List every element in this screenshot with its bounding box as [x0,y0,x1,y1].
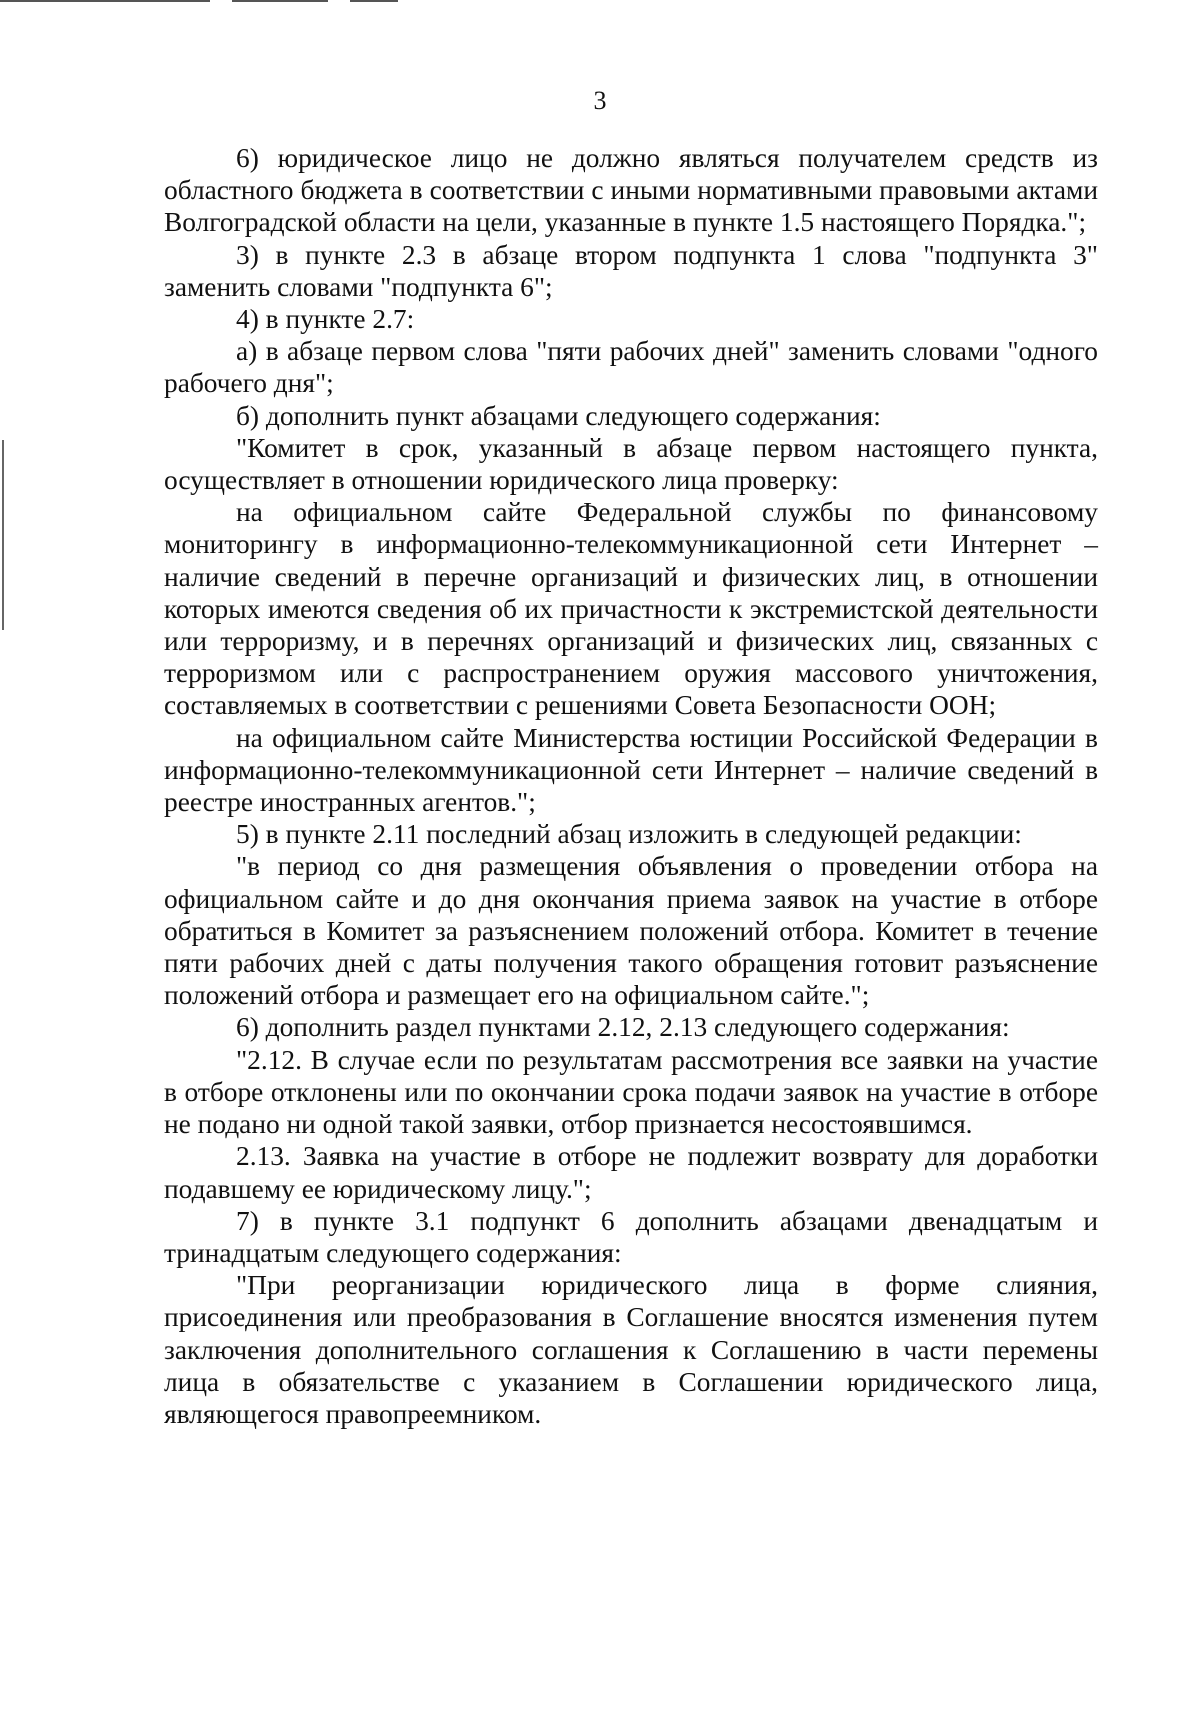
paragraph: 5) в пункте 2.11 последний абзац изложить в следующей редакции: [236,819,1022,850]
scan-artifact-top [0,0,1200,4]
page-number: 3 [593,86,607,115]
document-body [164,142,1098,1430]
paragraph: 6) юридическое лицо не должно являться получателем средств из областного бюджета в соответствии с иными нормативными правовыми актами Волгоградской области на цели, указанные в пункте 1.5 настоящего Порядка."; [164,143,1098,238]
paragraph: 4) в пункте 2.7: [236,304,415,335]
scan-line [0,0,210,2]
paragraph: "2.12. В случае если по результатам рассмотрения все заявки на участие в отборе отклонены или по окончании срока подачи заявок на участие в отборе не подано ни одной такой заявки, отбор признается несостоявшимся. [164,1044,1098,1140]
paragraph: "Комитет в срок, указанный в абзаце первом настоящего пункта, осуществляет в отношении юридического лица проверку: [164,432,1098,496]
scan-line [350,0,398,2]
scan-artifact-left [2,440,4,630]
paragraph: на официальном сайте Федеральной службы по финансовому мониторингу в информационно-телекоммуникационной сети Интернет – наличие сведений в перечне организаций и физических лиц, в отношении которых имеются сведения об их причастности к экстремистской деятельности или терроризму, и в перечнях организаций и физических лиц, связанных с терроризмом или с распространением оружия массового уничтожения, составляемых в соответствии с решениями Совета Безопасности ООН; [164,497,1098,721]
paragraph: 3) в пункте 2.3 в абзаце втором подпункта 1 слова "подпункта 3" заменить словами "подпункта 6"; [164,239,1098,302]
paragraph: 2.13. Заявка на участие в отборе не подлежит возврату для доработки подавшему ее юридическому лицу."; [164,1141,1098,1204]
paragraph: "При реорганизации юридического лица в форме слияния, присоединения или преобразования в Соглашение вносятся изменения путем заключения дополнительного соглашения к Соглашению в части перемены лица в обязательстве с указанием в Соглашении юридического лица, являющегося правопреемником. [164,1270,1098,1429]
paragraph: 7) в пункте 3.1 подпункт 6 дополнить абзацами двенадцатым и тринадцатым следующего содержания: [164,1205,1098,1268]
paragraph: а) в абзаце первом слова "пяти рабочих дней" заменить словами "одного рабочего дня"; [164,336,1098,399]
paragraph: на официальном сайте Министерства юстиции Российской Федерации в информационно-телекоммуникационной сети Интернет – наличие сведений в реестре иностранных агентов."; [164,722,1098,818]
scan-line [232,0,328,2]
paragraph: б) дополнить пункт абзацами следующего содержания: [236,400,881,431]
paragraph: 6) дополнить раздел пунктами 2.12, 2.13 следующего содержания: [236,1012,1010,1043]
paragraph: "в период со дня размещения объявления о проведении отбора на официальном сайте и до дня окончания приема заявок на участие в отборе обратиться в Комитет за разъяснением положений отбора. Комитет в течение пяти рабочих дней с даты получения такого обращения готовит разъяснение положений отбора и размещает его на официальном сайте."; [164,851,1098,1011]
